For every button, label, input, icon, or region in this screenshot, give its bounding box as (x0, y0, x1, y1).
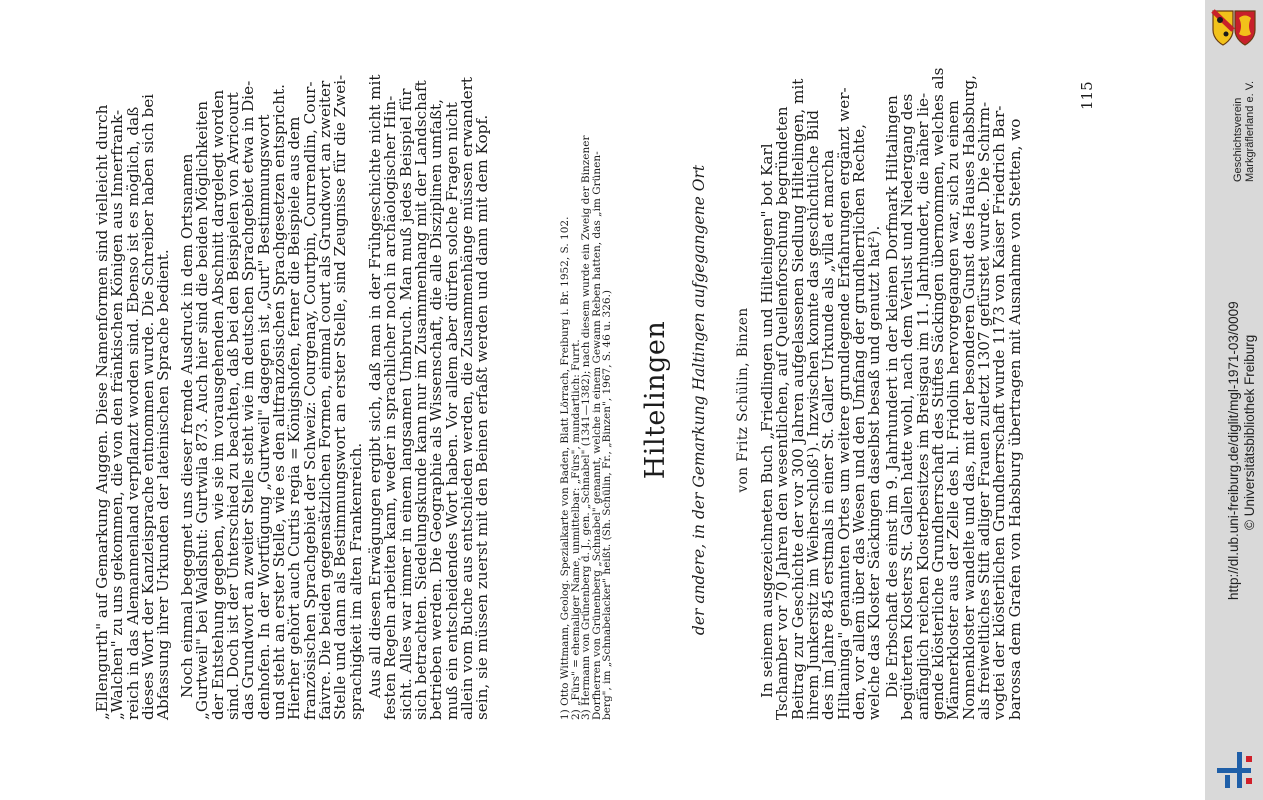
para4-line: ihrem Junkersitz im Weiherschloß¹). Inzwischen konnte das geschichtliche Bild (804, 109, 823, 720)
para5-line: anfänglich reichen Klosterbesitzes im Breisgau im 11. Jahrhundert, die näher lie- (913, 92, 932, 720)
society-name-line1: Geschichtsverein (1232, 97, 1244, 182)
paragraph-5 (883, 67, 1024, 720)
footnotes-line: 2) „Fürs" = ehemaliger Name, unmittelbar: „Fürs", mundartlich: Furrt. (569, 339, 582, 720)
permalink-url[interactable]: http://dl.ub.uni-freiburg.de/diglit/mgl-1971-03/0009 (1226, 301, 1241, 600)
para2-line: sind. Doch ist der Unterschied zu beachten, daß bei den Beispielen von Avricourt (224, 92, 243, 720)
para5-line: Die Erbschaft des einst im 9. Jahrhundert in der kleinen Dorfmark Hiltalingen (883, 95, 901, 698)
para3-line: allein vom Buche aus entschieden werden, die Zusammenhänge müssen erwandert (458, 76, 477, 720)
para2-line: der Entstehung gegeben, wie sie im vorausgehenden Abschnitt dargelegt worden (208, 89, 227, 720)
para3-line: sein, sie müssen zuerst mit den Beinen erfaßt werden und dann mit dem Kopf. (473, 114, 492, 720)
para2-line: das Grundwort an zweiter Stelle steht wie im deutschen Sprachgebiet etwa in Die- (239, 80, 258, 720)
article-title: Hiltelingen (640, 320, 671, 480)
para4-line: welche das Kloster Säckingen daselbst besaß und genutzt hat²). (865, 225, 884, 720)
paragraph-4 (758, 78, 884, 720)
para3-line: sicht. Alles war immer in einem langsamen Umbruch. Man muß jedes Beispiel für (396, 88, 415, 720)
paragraph-3 (366, 74, 492, 720)
footnotes-line: Dorfherren von Grünenberg „Schnabel" genannt, welche in einem Gewann Reben hatten, das „im Grünen- (590, 151, 603, 720)
para3-line: Aus all diesen Erwägungen ergibt sich, daß man in der Frühgeschichte nicht mit (366, 74, 384, 698)
para5-line: begüterten Klosters St. Gallen hatte wohl, nach dem Verlust und Niedergang des (898, 93, 917, 720)
para2-line: Stelle und dann als Bestimmungswort an erster Stelle, sind Zeugnisse für die Zwei- (331, 74, 350, 720)
para4-line: Beitrag zur Geschichte der vor 300 Jahren aufgelassenen Siedlung Hiltelingen, mit (788, 78, 807, 720)
copyright-notice: © Universitätsbibliothek Freiburg (1242, 334, 1257, 530)
paragraph-2 (178, 74, 365, 720)
society-name-line2: Markgräflerland e. V. (1244, 80, 1256, 182)
page-number: 115 (1078, 81, 1096, 110)
para1-line: dieses Wort der Kanzleisprache entnommen wurde. Die Schreiber haben sich bei (139, 93, 158, 720)
footnotes (559, 135, 614, 720)
para4-line: des im Jahre 845 erstmals in einer St. Galler Urkunde als „villa et marcha (819, 149, 838, 720)
para2-line: sprachigkeit im alten Frankenreich. (346, 442, 365, 720)
footnotes-line: 1) Otto Wittmann, Geolog. Spezialkarte von Baden, Blatt Lörrach, Freiburg i. Br. 1952, S. 102. (559, 216, 571, 720)
para2-line: Hierher gehört auch Curtis regia = Königshofen, ferner die Beispiele aus dem (285, 116, 304, 720)
para1-line: Abfassung ihrer Urkunden der lateinischen Sprache bedient. (154, 249, 173, 720)
para5-line: vogtei der klösterlichen Grundherrschaft wurde 1173 von Kaiser Friedrich Bar- (990, 105, 1009, 720)
para3-line: sich betrachten. Siedelungskunde kann nur im Zusammenhang mit der Landschaft (412, 80, 431, 720)
para3-line: muß ein entscheidendes Wort haben. Vor allem aber dürfen solche Fragen nicht (442, 102, 461, 720)
paragraph-1 (93, 93, 173, 720)
para5-line: gende klösterliche Grundherrschaft des Stiftes Säckingen übernommen, welches als (929, 67, 948, 720)
para3-line: festen Regeln arbeiten kann, weder in sprachlicher noch in archäologischer Hin- (381, 95, 400, 720)
footnotes-line: berg", im „Schnabelacker" heißt. (Sh. Schülin, Fr., „Binzen", 1967, S. 46 u. 326.) (601, 289, 614, 720)
university-library-logo-icon (1213, 748, 1255, 792)
para1-line: reich in das Alemannenland verpflanzt worden sind. Ebenso ist es möglich, daß (123, 106, 142, 720)
para4-line: In seinem ausgezeichneten Buch „Friedlingen und Hiltelingen" bot Karl (758, 143, 776, 698)
para4-line: Hiltaninga" genannten Ortes um weitere grundlegende Erfahrungen ergänzt wer- (834, 87, 853, 720)
para1-line: „Walchen" zu uns gekommen, die von den fränkischen Königen aus Innerfrank- (108, 109, 127, 720)
para5-line: als freiweltliches Stift adliger Frauen zuletzt 1307 gefürstet wurde. Die Schirm- (975, 101, 994, 720)
para5-line: Nonnenkloster wandelte und das, mit der besonderen Gunst des Hauses Habsburg, (959, 75, 978, 720)
para2-line: „Gurtweil" bei Waldshut: Gurtwila 873. Auch hier sind die beiden Möglichkeiten (193, 100, 212, 720)
para2-line: französischen Sprachgebiet der Schweiz: Courgenay, Courtpin, Courrendlin, Cour- (300, 81, 319, 720)
para3-line: betrieben werden. Die Geographie als Wissenschaft, die alle Disziplinen umfaßt, (427, 99, 446, 720)
para2-line: faivre. Die beiden gegensätzlichen Formen, einmal court als Grundwort an zweiter (316, 80, 335, 720)
society-coat-of-arms-icon (1211, 8, 1257, 48)
footnotes-line: 3) Hermann von Grünenberg d. J., gen. „Schnabel" (1341—1382); nach diesem wurde ein Zweig der Binzener (580, 135, 593, 720)
article-author: von Fritz Schülin, Binzen (735, 307, 751, 493)
para2-line: und steht an erster Stelle, wie es den altfranzösischen Sprachgesetzen entspricht. (270, 84, 289, 720)
para4-line: Tschamber vor 70 Jahren den wesentlichen, auf Quellenforschung begründeten (773, 106, 792, 720)
para2-line: Noch einmal begegnet uns dieser fremde Ausdruck in dem Ortsnamen (178, 153, 196, 698)
article-subtitle: der andere, in der Gemarkung Haltingen aufgegangene Ort (690, 164, 708, 636)
para1-line: „Ellengurth" auf Gemarkung Auggen. Diese Namenformen sind vielleicht durch (93, 104, 111, 720)
para2-line: denhofen. In der Wortfügung „Gurtweil" dagegen ist „Gurt" Bestimmungswort (254, 114, 273, 720)
para5-line: Männerkloster aus der Zelle des hl. Fridolin hervorgegangen war, sich zu einem (944, 100, 963, 720)
para4-line: den, vor allem über das Wesen und den Umfang der grundherrlichen Rechte, (850, 124, 869, 720)
para5-line: barossa dem Grafen von Habsburg übertragen mit Ausnahme von Stetten, wo (1005, 118, 1024, 720)
